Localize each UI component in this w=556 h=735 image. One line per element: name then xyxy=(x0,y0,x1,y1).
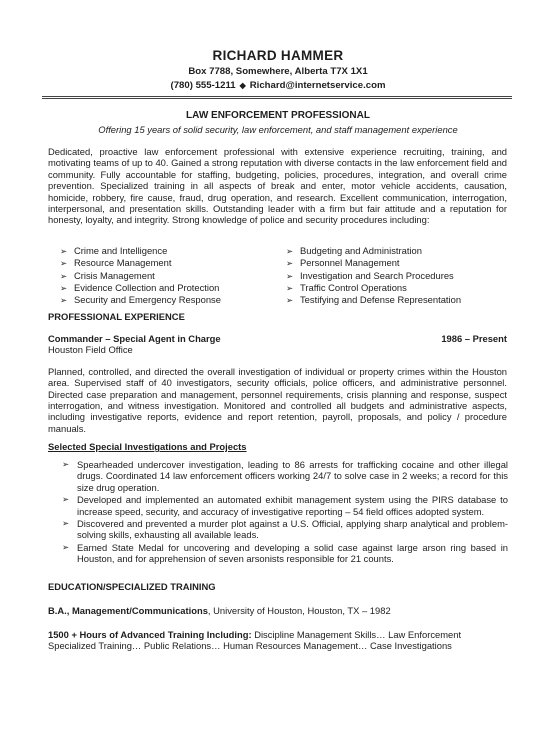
job-description: Planned, controlled, and directed the overall investigation of individual or property crimes within the Houston area. Supervised staff of 40 investigators, security officials, police officers, and administrative personnel. Directed case preparation and management, personnel requirements, crisis planning and response, suspect interrogation, and witness investigation. Monitored and controlled all budgets and administrative aspects, including investigative reports, evidence and report retention, payroll, proposals, and policy / procedure manuals. xyxy=(48,365,507,434)
skill-item: ➢ Budgeting and Administration xyxy=(286,245,422,256)
job-entry xyxy=(48,333,507,434)
arrow-bullet-icon: ➢ xyxy=(286,282,294,293)
skills-column-left xyxy=(60,245,290,306)
skill-item: ➢ Resource Management xyxy=(60,257,172,269)
project-item: ➢ Earned State Medal for uncovering and developing a solid case against large arson ring based in Houston, and for apprehension of seven arsonists responsible for 21 counts. xyxy=(62,541,508,565)
education-heading: EDUCATION/SPECIALIZED TRAINING xyxy=(48,581,216,592)
project-item: ➢ Spearheaded undercover investigation, leading to 86 arrests for trafficking cocaine and other illegal drugs. Coordinated 14 law enforcement officers working 24/7 to solve case in 2 weeks; a record for this size drug operation. xyxy=(62,459,508,493)
arrow-bullet-icon: ➢ xyxy=(60,258,68,269)
training-line xyxy=(48,629,507,652)
training-details: Discipline Management Skills… Law Enforcement Specialized Training… Public Relations… Human Resources Management… Case Investigations xyxy=(48,629,462,652)
diamond-separator-icon: ◆ xyxy=(239,81,246,90)
degree-title: B.A., Management/Communications xyxy=(48,605,208,616)
job-office: Houston Field Office xyxy=(48,344,133,356)
mailing-address: Box 7788, Somewhere, Alberta T7X 1X1 xyxy=(188,66,368,77)
arrow-bullet-icon: ➢ xyxy=(60,282,68,293)
header-divider-top xyxy=(42,96,512,97)
arrow-bullet-icon: ➢ xyxy=(286,270,294,281)
arrow-bullet-icon: ➢ xyxy=(60,270,68,281)
degree-details: , University of Houston, Houston, TX – 1982 xyxy=(207,605,391,616)
arrow-bullet-icon: ➢ xyxy=(62,494,70,505)
summary-paragraph: Dedicated, proactive law enforcement professional with extensive experience recruiting, training, and motivating teams of up to 40. Gained a strong reputation with diverse contacts in the law enforcement field and community. Fully accountable for staffing, budgeting, policies, procedures, integration, and overall crime prevention. Specialized training in all aspects of break and enter, motor vehicle accidents, causation, homicide, robbery, fire cause, fraud, drug operation, and research. Excellent communication, interrogation, interpersonal, and presentation skills. Outstanding leader with a firm but fair attitude and a reputation for honesty, loyalty, and integrity. Strong knowledge of police and security procedures including: xyxy=(48,146,507,226)
title-block xyxy=(0,110,556,135)
skill-item: ➢ Testifying and Defense Representation xyxy=(286,294,462,306)
training-title: 1500 + Hours of Advanced Training Including: xyxy=(48,629,252,640)
skill-item: ➢ Security and Emergency Response xyxy=(60,294,221,306)
professional-subtitle: Offering 15 years of solid security, law enforcement, and staff management experience xyxy=(98,124,458,135)
job-dates: 1986 – Present xyxy=(441,333,507,344)
arrow-bullet-icon: ➢ xyxy=(62,518,70,529)
arrow-bullet-icon: ➢ xyxy=(286,246,294,256)
experience-heading: PROFESSIONAL EXPERIENCE xyxy=(48,311,185,322)
skill-item: ➢ Traffic Control Operations xyxy=(286,281,407,293)
header-divider-bottom xyxy=(42,98,512,99)
degree-line xyxy=(48,605,507,616)
resume-header xyxy=(0,48,556,91)
phone-number: (780) 555-1211 xyxy=(170,80,236,91)
arrow-bullet-icon: ➢ xyxy=(62,541,70,552)
contact-line xyxy=(0,80,556,91)
email-address: Richard@internetservice.com xyxy=(249,80,386,91)
candidate-name: RICHARD HAMMER xyxy=(212,48,344,63)
skill-item: ➢ Crisis Management xyxy=(60,269,155,281)
arrow-bullet-icon: ➢ xyxy=(60,246,68,256)
projects-list xyxy=(62,459,508,566)
project-item: ➢ Developed and implemented an automated exhibit management system using the PIRS database to increase speed, security, and accuracy of investigative reporting – 54 field offices adopted system. xyxy=(62,494,508,517)
skill-item: ➢ Crime and Intelligence xyxy=(60,245,168,256)
skills-column-right xyxy=(286,245,516,306)
skill-item: ➢ Evidence Collection and Protection xyxy=(60,281,220,293)
arrow-bullet-icon: ➢ xyxy=(62,459,70,469)
job-position: Commander – Special Agent in Charge xyxy=(48,333,221,344)
projects-heading: Selected Special Investigations and Projects xyxy=(48,441,247,452)
arrow-bullet-icon: ➢ xyxy=(60,295,68,306)
project-item: ➢ Discovered and prevented a murder plot against a U.S. Official, applying sharp analytical and problem-solving skills, exhausting all available leads. xyxy=(62,518,508,541)
arrow-bullet-icon: ➢ xyxy=(286,295,294,306)
skill-item: ➢ Personnel Management xyxy=(286,257,400,269)
skill-item: ➢ Investigation and Search Procedures xyxy=(286,269,454,281)
arrow-bullet-icon: ➢ xyxy=(286,258,294,269)
professional-title: LAW ENFORCEMENT PROFESSIONAL xyxy=(186,110,370,121)
